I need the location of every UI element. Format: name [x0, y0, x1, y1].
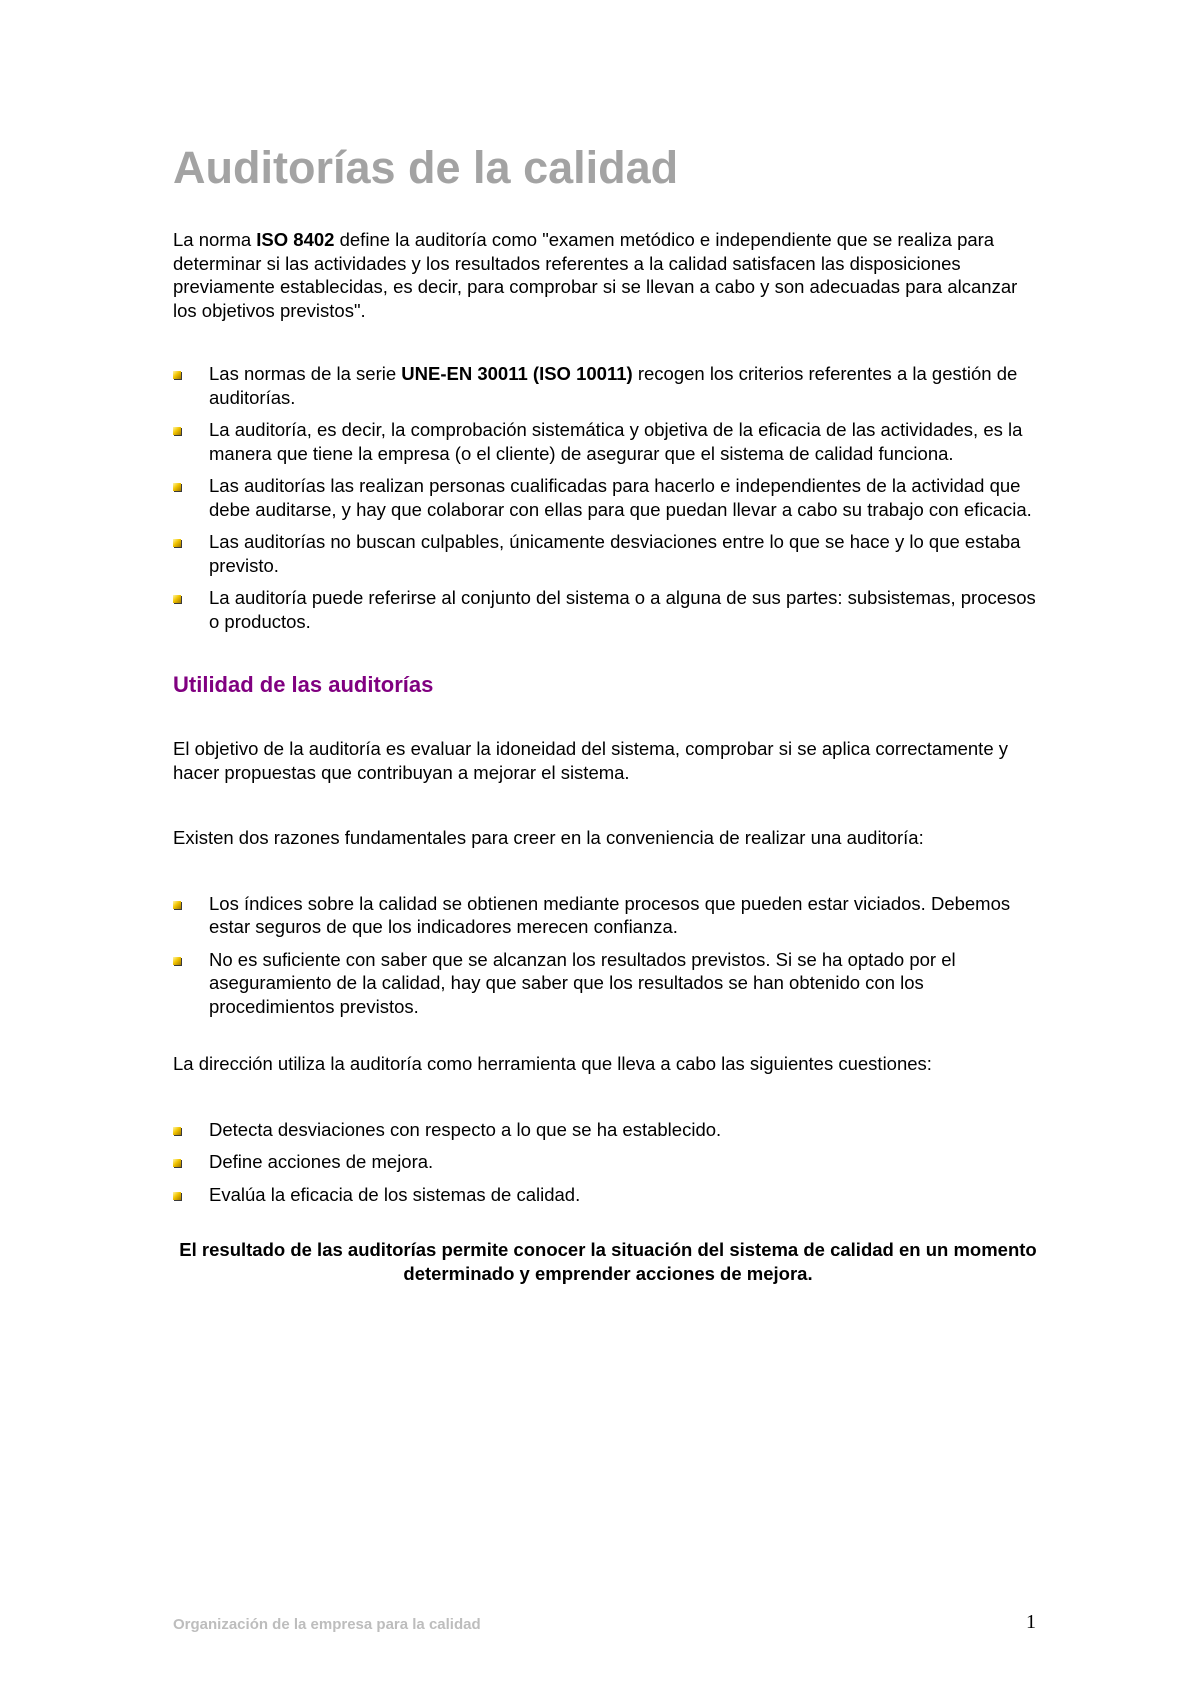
document-page [173, 140, 1043, 1285]
list-item [173, 892, 1043, 939]
bullet-list-management [173, 1118, 1043, 1207]
list-item-text: Detecta desviaciones con respecto a lo que se ha establecido. [209, 1118, 722, 1140]
square-bullet-icon [173, 901, 181, 909]
section-title-utilidad: Utilidad de las auditorías [173, 672, 434, 697]
list-item [173, 948, 1043, 1019]
intro-iso-8402: ISO 8402 [256, 229, 335, 250]
list-item [173, 1150, 1043, 1174]
intro-text-end: define la auditoría como "examen metódico e independiente que se realiza para determinar si las actividades y los resultados referentes a la calidad satisfacen las disposiciones previamente establecidas, es decir, para comprobar si se llevan a cabo y son adecuadas para alcanzar los objetivos previstos". [173, 229, 1018, 321]
square-bullet-icon [173, 371, 181, 379]
list-item-text-end: recogen los criterios referentes a la gestión de auditorías. [209, 363, 1018, 408]
document-title: Auditorías de la calidad [173, 142, 679, 193]
list-item [173, 1118, 1043, 1142]
square-bullet-icon [173, 1192, 181, 1200]
list-item [173, 530, 1043, 577]
reasons-paragraph: Existen dos razones fundamentales para creer en la conveniencia de realizar una auditoría: [173, 827, 924, 848]
list-item-text: Los índices sobre la calidad se obtienen mediante procesos que pueden estar viciados. Debemos estar seguros de que los indicadores merecen confianza. [209, 892, 1011, 937]
objective-paragraph: El objetivo de la auditoría es evaluar la idoneidad del sistema, comprobar si se aplica correctamente y hacer propuestas que contribuyan a mejorar el sistema. [173, 738, 1009, 783]
list-item [173, 586, 1043, 633]
list-item [173, 418, 1043, 465]
footer-document-title: Organización de la empresa para la calidad [173, 1616, 481, 1633]
list-item-text: La auditoría puede referirse al conjunto del sistema o a alguna de sus partes: subsistemas, procesos o productos. [209, 587, 1036, 632]
list-item-text: Define acciones de mejora. [209, 1151, 434, 1172]
management-paragraph: La dirección utiliza la auditoría como herramienta que lleva a cabo las siguientes cuestiones: [173, 1053, 932, 1074]
list-item-text: Evalúa la eficacia de los sistemas de calidad. [209, 1183, 581, 1205]
square-bullet-icon [173, 483, 181, 491]
bullet-list-intro [173, 362, 1043, 633]
list-item-text: Las auditorías las realizan personas cualificadas para hacerlo e independientes de la actividad que debe auditarse, y hay que colaborar con ellas para que puedan llevar a cabo su trabajo con eficacia. [209, 475, 1032, 520]
list-item [173, 362, 1043, 409]
list-item-text-start: Las normas de la serie [209, 363, 402, 384]
list-item-text: La auditoría, es decir, la comprobación sistemática y objetiva de la eficacia de las actividades, es la manera que tiene la empresa (o el cliente) de asegurar que el sistema de calidad funciona. [209, 419, 1023, 464]
square-bullet-icon [173, 1159, 181, 1167]
intro-text-start: La norma [173, 229, 257, 250]
square-bullet-icon [173, 595, 181, 603]
page-number: 1 [1026, 1611, 1036, 1633]
list-item-text: Las auditorías no buscan culpables, únicamente desviaciones entre lo que se hace y lo que estaba previsto. [209, 531, 1021, 576]
conclusion-paragraph: El resultado de las auditorías permite conocer la situación del sistema de calidad en un momento determinado y emprender acciones de mejora. [179, 1239, 1037, 1284]
list-item-norm-reference: UNE-EN 30011 (ISO 10011) [401, 363, 633, 384]
square-bullet-icon [173, 539, 181, 547]
square-bullet-icon [173, 957, 181, 965]
list-item [173, 474, 1043, 521]
list-item [173, 1183, 1043, 1207]
list-item-text: No es suficiente con saber que se alcanzan los resultados previstos. Si se ha optado por el aseguramiento de la calidad, hay que saber que los resultados se han obtenido con los procedimientos previstos. [209, 948, 956, 1017]
intro-paragraph [173, 228, 1043, 322]
bullet-list-reasons [173, 892, 1043, 1019]
square-bullet-icon [173, 1127, 181, 1135]
square-bullet-icon [173, 427, 181, 435]
